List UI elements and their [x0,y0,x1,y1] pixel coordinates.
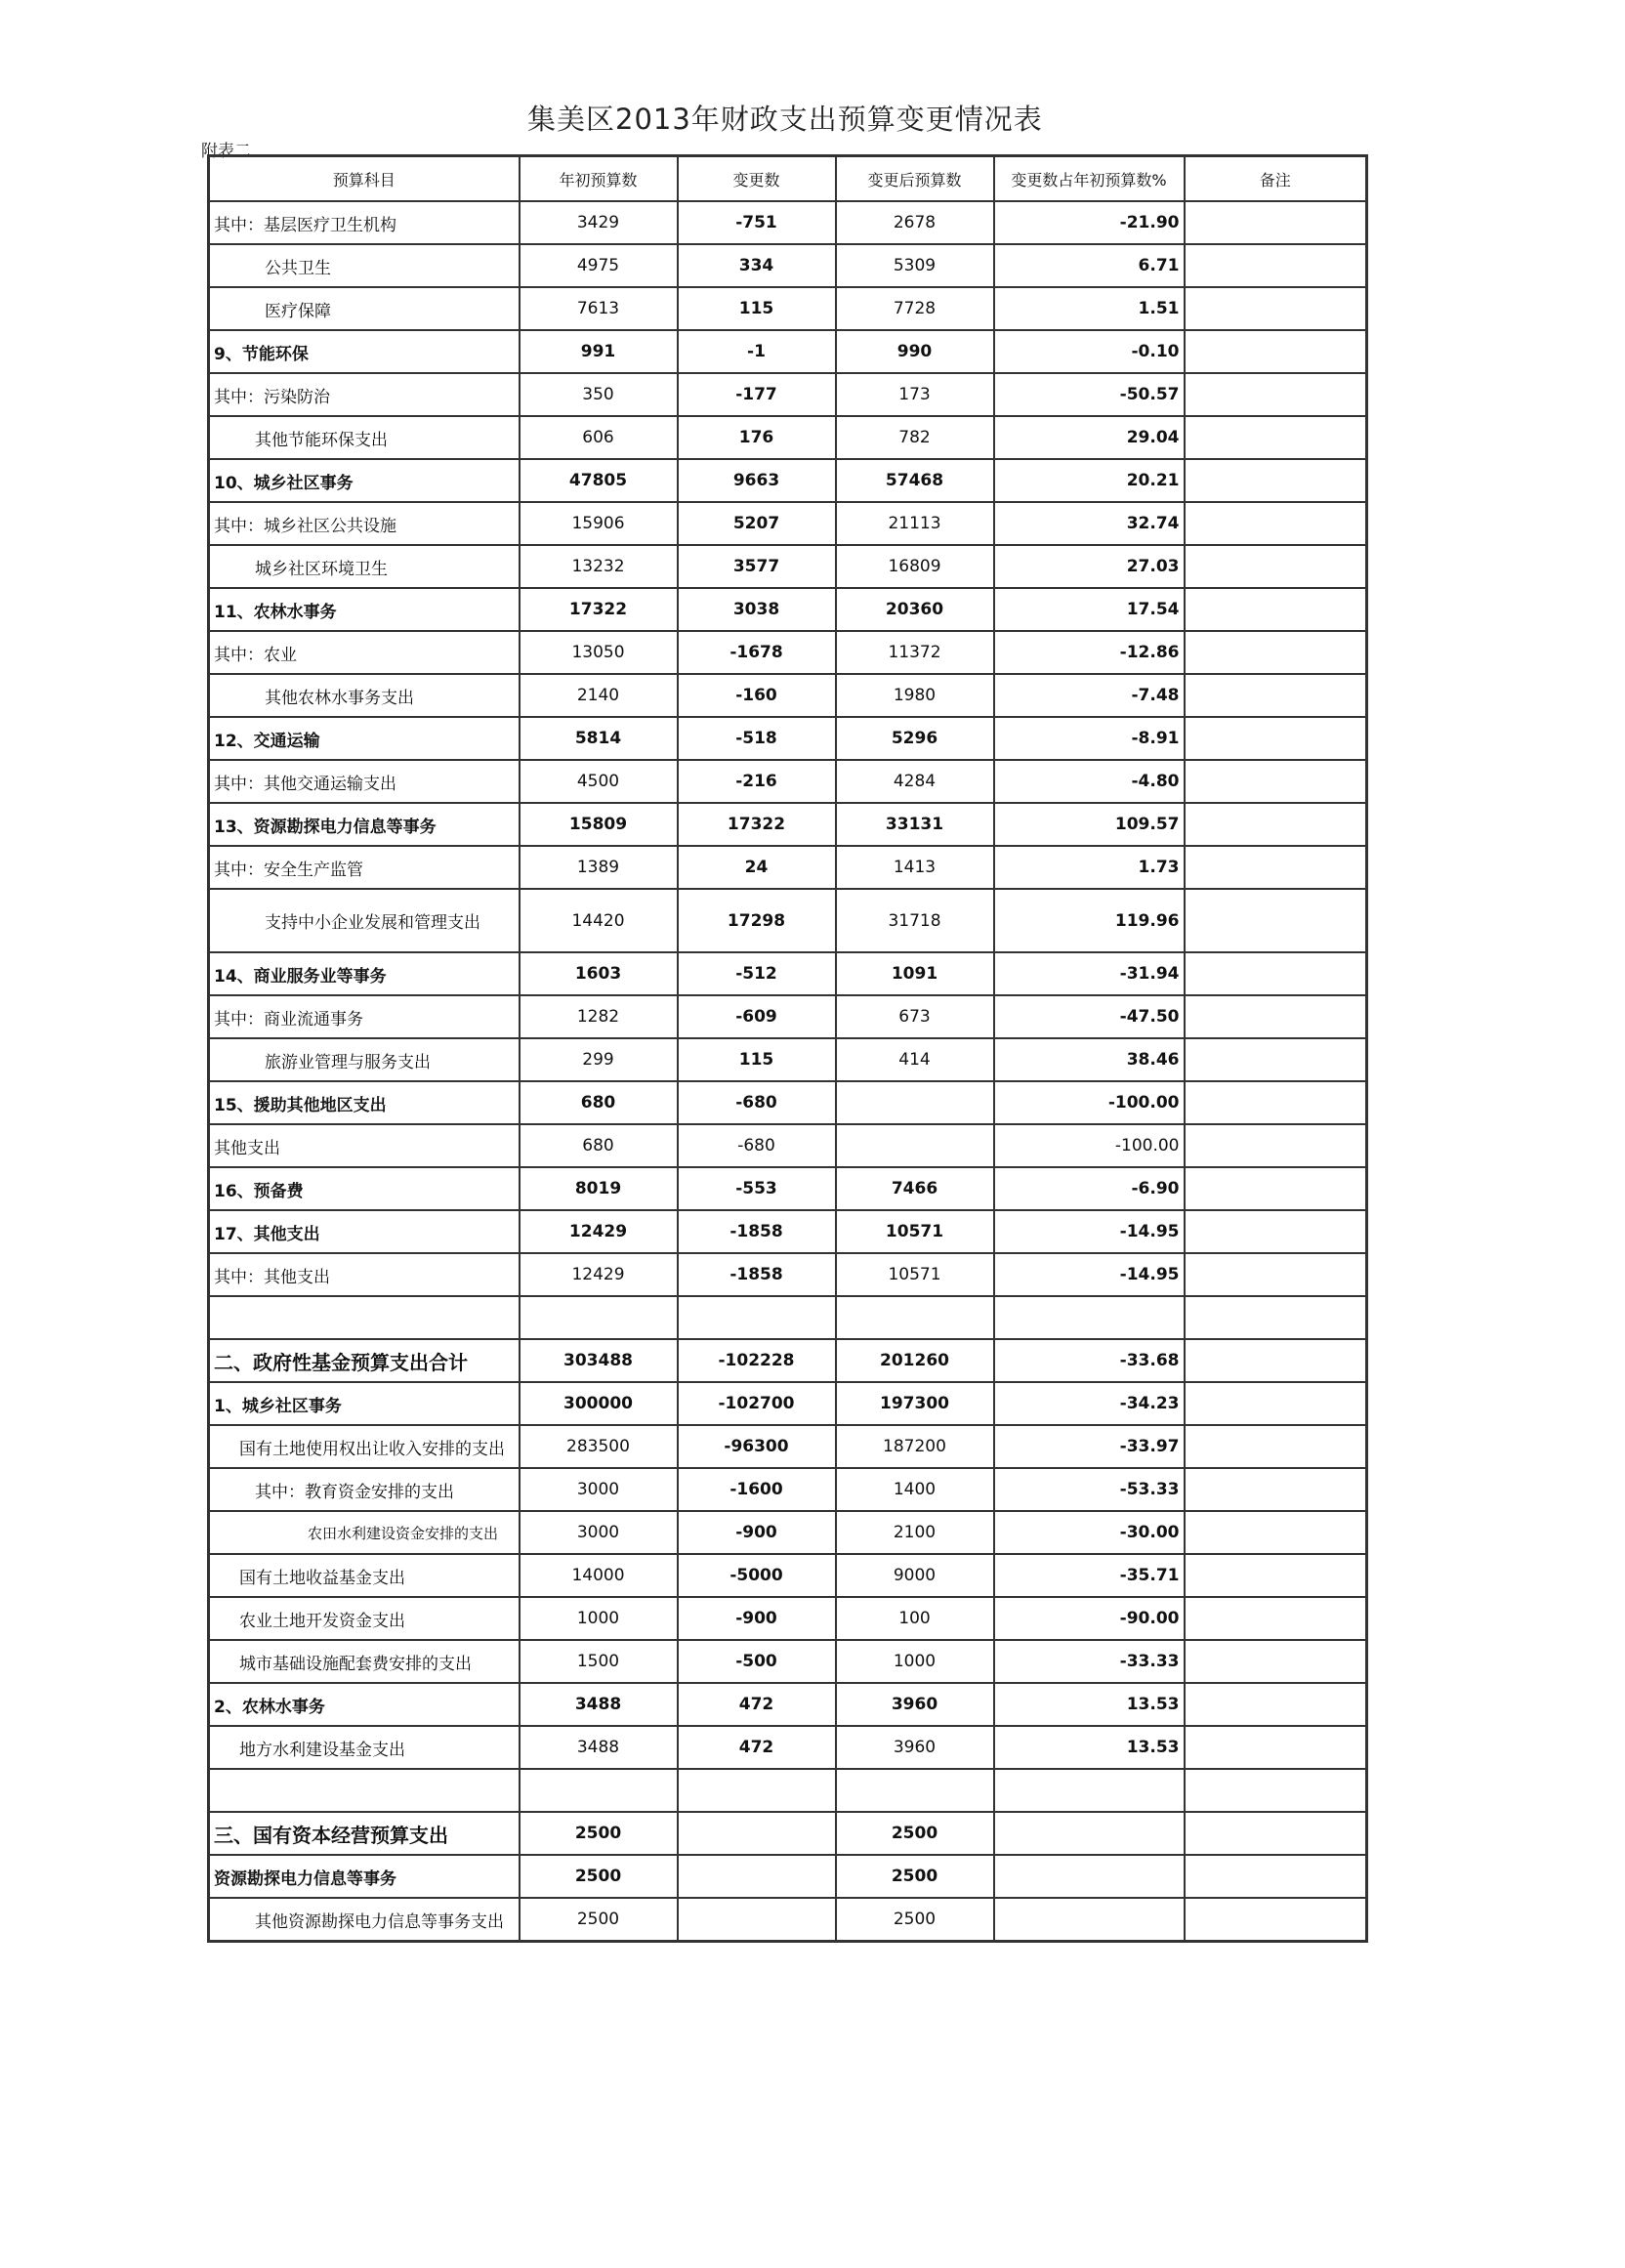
row-note [1185,330,1367,373]
row-pct: -12.86 [994,631,1185,674]
table-row [209,459,1367,502]
row-pct: -47.50 [994,995,1185,1038]
row-subject: 其中：其他交通运输支出 [209,760,520,803]
row-note [1185,717,1367,760]
table-row [209,1425,1367,1468]
row-change: -553 [678,1167,836,1210]
row-initial: 2500 [520,1898,678,1942]
row-change: -500 [678,1640,836,1683]
table-row [209,631,1367,674]
row-subject: 其他资源勘探电力信息等事务支出 [209,1898,520,1942]
row-revised: 11372 [836,631,994,674]
table-row [209,1726,1367,1769]
row-subject: 其他支出 [209,1124,520,1167]
row-note [1185,1855,1367,1898]
row-revised: 7466 [836,1167,994,1210]
row-subject: 农业土地开发资金支出 [209,1597,520,1640]
row-revised: 1980 [836,674,994,717]
row-pct: -100.00 [994,1081,1185,1124]
row-note [1185,459,1367,502]
row-change: -216 [678,760,836,803]
row-note [1185,803,1367,846]
budget-table [207,154,1368,1943]
row-note [1185,674,1367,717]
row-note [1185,201,1367,244]
row-pct: 38.46 [994,1038,1185,1081]
row-initial: 4975 [520,244,678,287]
row-note [1185,1124,1367,1167]
row-change: 115 [678,287,836,330]
row-note [1185,545,1367,588]
row-note [1185,952,1367,995]
row-initial: 350 [520,373,678,416]
row-initial: 303488 [520,1339,678,1382]
row-change [678,1769,836,1812]
row-revised: 201260 [836,1339,994,1382]
row-initial: 1000 [520,1597,678,1640]
row-pct: -35.71 [994,1554,1185,1597]
header-pct: 变更数占年初预算数% [994,156,1185,202]
row-pct: -50.57 [994,373,1185,416]
row-revised: 197300 [836,1382,994,1425]
row-note [1185,846,1367,889]
row-subject: 14、商业服务业等事务 [209,952,520,995]
row-initial: 606 [520,416,678,459]
table-row [209,1597,1367,1640]
table-row [209,1554,1367,1597]
row-subject: 城市基础设施配套费安排的支出 [209,1640,520,1683]
row-note [1185,1167,1367,1210]
row-pct: 20.21 [994,459,1185,502]
row-pct: 1.51 [994,287,1185,330]
table-row [209,889,1367,952]
row-initial: 15809 [520,803,678,846]
row-change: -160 [678,674,836,717]
row-revised: 173 [836,373,994,416]
row-revised: 5296 [836,717,994,760]
row-subject: 支持中小企业发展和管理支出 [209,889,520,952]
row-note [1185,1468,1367,1511]
table-row [209,1511,1367,1554]
row-revised: 7728 [836,287,994,330]
row-change: 17322 [678,803,836,846]
row-revised: 2500 [836,1855,994,1898]
row-change: -512 [678,952,836,995]
row-revised: 21113 [836,502,994,545]
row-initial: 991 [520,330,678,373]
row-initial: 8019 [520,1167,678,1210]
row-note [1185,1425,1367,1468]
row-pct [994,1898,1185,1942]
row-note [1185,1296,1367,1339]
row-pct: -6.90 [994,1167,1185,1210]
row-subject: 旅游业管理与服务支出 [209,1038,520,1081]
row-pct: 1.73 [994,846,1185,889]
row-note [1185,1898,1367,1942]
row-subject: 其中：农业 [209,631,520,674]
row-change: -102228 [678,1339,836,1382]
table-row [209,846,1367,889]
row-note [1185,588,1367,631]
row-initial: 47805 [520,459,678,502]
row-subject: 1、城乡社区事务 [209,1382,520,1425]
row-initial: 680 [520,1124,678,1167]
row-pct: -90.00 [994,1597,1185,1640]
row-initial: 3000 [520,1468,678,1511]
row-pct [994,1296,1185,1339]
row-subject: 9、节能环保 [209,330,520,373]
row-initial: 299 [520,1038,678,1081]
row-revised: 782 [836,416,994,459]
row-revised: 2500 [836,1812,994,1855]
row-note [1185,760,1367,803]
table-row [209,1382,1367,1425]
row-change: -102700 [678,1382,836,1425]
table-row [209,803,1367,846]
row-pct [994,1812,1185,1855]
row-pct: -33.33 [994,1640,1185,1683]
row-subject: 其中：商业流通事务 [209,995,520,1038]
row-revised: 57468 [836,459,994,502]
row-initial: 2500 [520,1812,678,1855]
row-change: -680 [678,1081,836,1124]
row-revised: 31718 [836,889,994,952]
row-initial: 1500 [520,1640,678,1683]
row-change: -1678 [678,631,836,674]
row-subject: 其中：基层医疗卫生机构 [209,201,520,244]
row-initial: 12429 [520,1210,678,1253]
row-note [1185,1339,1367,1382]
table-row [209,1253,1367,1296]
row-subject: 其中：其他支出 [209,1253,520,1296]
row-initial: 5814 [520,717,678,760]
table-row [209,373,1367,416]
row-subject: 其他节能环保支出 [209,416,520,459]
row-revised: 3960 [836,1683,994,1726]
table-row [209,1855,1367,1898]
row-change: -1858 [678,1253,836,1296]
row-revised: 1091 [836,952,994,995]
row-change: -5000 [678,1554,836,1597]
row-initial: 3488 [520,1683,678,1726]
table-row [209,1898,1367,1942]
row-note [1185,1210,1367,1253]
table-row [209,545,1367,588]
row-change: -177 [678,373,836,416]
row-subject: 其中：污染防治 [209,373,520,416]
row-change: -1 [678,330,836,373]
row-change: 115 [678,1038,836,1081]
row-revised: 9000 [836,1554,994,1597]
table-row [209,1081,1367,1124]
table-row [209,287,1367,330]
row-revised: 2678 [836,201,994,244]
row-change: -680 [678,1124,836,1167]
row-initial: 3488 [520,1726,678,1769]
row-note [1185,889,1367,952]
row-note [1185,1812,1367,1855]
row-subject: 17、其他支出 [209,1210,520,1253]
row-change: -609 [678,995,836,1038]
row-change: 472 [678,1726,836,1769]
row-subject: 11、农林水事务 [209,588,520,631]
table-row [209,1296,1367,1339]
row-pct: -0.10 [994,330,1185,373]
row-change: -96300 [678,1425,836,1468]
row-revised: 33131 [836,803,994,846]
table-row [209,995,1367,1038]
row-note [1185,1081,1367,1124]
row-pct: -53.33 [994,1468,1185,1511]
row-revised [836,1124,994,1167]
row-revised: 3960 [836,1726,994,1769]
row-change [678,1296,836,1339]
row-revised: 1400 [836,1468,994,1511]
row-pct: -30.00 [994,1511,1185,1554]
row-note [1185,995,1367,1038]
row-pct: 119.96 [994,889,1185,952]
row-initial: 2140 [520,674,678,717]
row-note [1185,373,1367,416]
row-pct: -21.90 [994,201,1185,244]
row-pct: -100.00 [994,1124,1185,1167]
row-subject: 国有土地收益基金支出 [209,1554,520,1597]
header-note: 备注 [1185,156,1367,202]
row-initial: 1603 [520,952,678,995]
row-subject: 资源勘探电力信息等事务 [209,1855,520,1898]
page-title: 集美区2013年财政支出预算变更情况表 [527,103,1043,136]
row-subject: 其中：教育资金安排的支出 [209,1468,520,1511]
row-change [678,1898,836,1942]
row-initial: 7613 [520,287,678,330]
row-subject: 13、资源勘探电力信息等事务 [209,803,520,846]
row-note [1185,1038,1367,1081]
row-revised: 673 [836,995,994,1038]
table-row [209,1339,1367,1382]
row-revised: 16809 [836,545,994,588]
row-change: 472 [678,1683,836,1726]
row-revised: 2100 [836,1511,994,1554]
row-subject: 公共卫生 [209,244,520,287]
row-note [1185,1253,1367,1296]
row-subject: 其中：城乡社区公共设施 [209,502,520,545]
row-note [1185,631,1367,674]
row-change: -900 [678,1511,836,1554]
table-row [209,330,1367,373]
row-revised: 2500 [836,1898,994,1942]
row-subject: 其中：安全生产监管 [209,846,520,889]
row-revised: 100 [836,1597,994,1640]
row-pct: 109.57 [994,803,1185,846]
row-initial: 680 [520,1081,678,1124]
table-row [209,717,1367,760]
row-subject: 10、城乡社区事务 [209,459,520,502]
row-subject: 12、交通运输 [209,717,520,760]
table-row [209,1640,1367,1683]
attachment-label: 附表二 [201,142,251,161]
table-row [209,1038,1367,1081]
row-pct: 29.04 [994,416,1185,459]
row-revised: 414 [836,1038,994,1081]
row-subject: 地方水利建设基金支出 [209,1726,520,1769]
table-row [209,760,1367,803]
row-pct: 13.53 [994,1726,1185,1769]
row-initial: 13050 [520,631,678,674]
row-note [1185,1382,1367,1425]
row-subject: 医疗保障 [209,287,520,330]
row-revised: 4284 [836,760,994,803]
row-initial [520,1296,678,1339]
row-initial [520,1769,678,1812]
table-row [209,952,1367,995]
row-subject: 其他农林水事务支出 [209,674,520,717]
row-change: 176 [678,416,836,459]
row-note [1185,1683,1367,1726]
row-change: 5207 [678,502,836,545]
row-pct: -34.23 [994,1382,1185,1425]
row-pct: -14.95 [994,1253,1185,1296]
row-note [1185,1640,1367,1683]
row-revised: 1413 [836,846,994,889]
row-initial: 14420 [520,889,678,952]
table-body [209,201,1367,1942]
row-change: 9663 [678,459,836,502]
row-revised: 20360 [836,588,994,631]
row-subject: 三、国有资本经营预算支出 [209,1812,520,1855]
row-revised: 187200 [836,1425,994,1468]
row-change [678,1855,836,1898]
row-subject [209,1296,520,1339]
row-change: -1858 [678,1210,836,1253]
row-subject [209,1769,520,1812]
row-initial: 17322 [520,588,678,631]
header-change: 变更数 [678,156,836,202]
row-revised: 990 [836,330,994,373]
row-initial: 1282 [520,995,678,1038]
row-change: -900 [678,1597,836,1640]
row-subject: 城乡社区环境卫生 [209,545,520,588]
row-pct: -14.95 [994,1210,1185,1253]
row-revised: 1000 [836,1640,994,1683]
row-change: 334 [678,244,836,287]
row-initial: 3000 [520,1511,678,1554]
table-row [209,1769,1367,1812]
row-initial: 12429 [520,1253,678,1296]
table-row [209,244,1367,287]
row-note [1185,1554,1367,1597]
row-pct: -8.91 [994,717,1185,760]
table-row [209,588,1367,631]
row-pct: 6.71 [994,244,1185,287]
row-note [1185,502,1367,545]
row-subject: 国有土地使用权出让收入安排的支出 [209,1425,520,1468]
table-row [209,201,1367,244]
row-note [1185,416,1367,459]
header-subject: 预算科目 [209,156,520,202]
row-pct: 17.54 [994,588,1185,631]
row-initial: 13232 [520,545,678,588]
row-pct [994,1769,1185,1812]
row-initial: 1389 [520,846,678,889]
row-revised: 5309 [836,244,994,287]
row-change: -518 [678,717,836,760]
row-initial: 14000 [520,1554,678,1597]
row-change: 3038 [678,588,836,631]
row-revised [836,1296,994,1339]
row-initial: 15906 [520,502,678,545]
row-revised [836,1769,994,1812]
row-note [1185,244,1367,287]
row-note [1185,1511,1367,1554]
row-pct [994,1855,1185,1898]
row-change: 17298 [678,889,836,952]
row-subject: 16、预备费 [209,1167,520,1210]
row-subject: 15、援助其他地区支出 [209,1081,520,1124]
table-row [209,1468,1367,1511]
header-revised: 变更后预算数 [836,156,994,202]
table-row [209,1683,1367,1726]
row-pct: 13.53 [994,1683,1185,1726]
header-initial: 年初预算数 [520,156,678,202]
row-subject: 二、政府性基金预算支出合计 [209,1339,520,1382]
row-note [1185,1597,1367,1640]
table-row [209,1812,1367,1855]
row-pct: 32.74 [994,502,1185,545]
row-revised: 10571 [836,1210,994,1253]
row-pct: 27.03 [994,545,1185,588]
row-initial: 283500 [520,1425,678,1468]
row-initial: 300000 [520,1382,678,1425]
row-initial: 2500 [520,1855,678,1898]
row-initial: 3429 [520,201,678,244]
row-subject: 2、农林水事务 [209,1683,520,1726]
row-change: 24 [678,846,836,889]
table-row [209,674,1367,717]
row-note [1185,287,1367,330]
row-revised: 10571 [836,1253,994,1296]
row-subject: 农田水利建设资金安排的支出 [209,1511,520,1554]
row-note [1185,1726,1367,1769]
row-initial: 4500 [520,760,678,803]
row-change: -751 [678,201,836,244]
row-note [1185,1769,1367,1812]
row-pct: -33.68 [994,1339,1185,1382]
row-pct: -33.97 [994,1425,1185,1468]
row-change [678,1812,836,1855]
row-pct: -4.80 [994,760,1185,803]
row-revised [836,1081,994,1124]
table-row [209,1210,1367,1253]
table-row [209,502,1367,545]
row-pct: -7.48 [994,674,1185,717]
header-row [209,156,1367,202]
table-row [209,1167,1367,1210]
row-change: 3577 [678,545,836,588]
row-pct: -31.94 [994,952,1185,995]
table-row [209,1124,1367,1167]
row-change: -1600 [678,1468,836,1511]
table-row [209,416,1367,459]
